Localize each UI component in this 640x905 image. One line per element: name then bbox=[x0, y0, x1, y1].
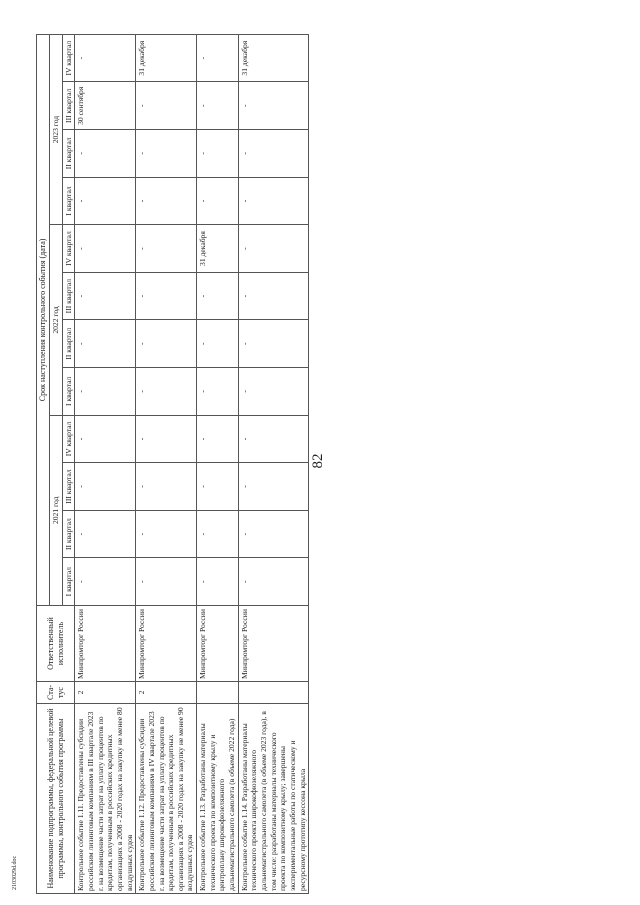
date-cell: - bbox=[75, 320, 136, 368]
event-executor: Минпромторг России bbox=[238, 606, 308, 682]
header-quarter: II квартал bbox=[62, 320, 75, 368]
header-quarter: I квартал bbox=[62, 177, 75, 225]
header-year-2022: 2022 год bbox=[50, 225, 63, 415]
date-cell: - bbox=[238, 558, 308, 606]
date-cell: - bbox=[238, 82, 308, 130]
header-year-2023: 2023 год bbox=[50, 34, 63, 224]
date-cell: - bbox=[197, 177, 239, 225]
event-executor: Минпромторг России bbox=[136, 606, 197, 682]
page-number: 82 bbox=[310, 453, 326, 469]
header-quarter: I квартал bbox=[62, 558, 75, 606]
date-cell: - bbox=[238, 510, 308, 558]
date-cell: - bbox=[238, 415, 308, 463]
date-cell: - bbox=[75, 177, 136, 225]
header-name-column: Наименование подпрограммы, федеральной целевой программы, контрольного события программы bbox=[37, 704, 75, 894]
date-cell: - bbox=[238, 368, 308, 416]
date-cell: - bbox=[75, 558, 136, 606]
event-status bbox=[197, 682, 239, 704]
table-row bbox=[238, 34, 308, 893]
date-cell: - bbox=[75, 368, 136, 416]
control-events-table bbox=[36, 34, 309, 894]
table-row bbox=[75, 34, 136, 893]
date-cell: - bbox=[238, 272, 308, 320]
date-cell: - bbox=[197, 130, 239, 178]
date-cell: - bbox=[197, 510, 239, 558]
date-cell: - bbox=[136, 558, 197, 606]
date-cell: - bbox=[136, 320, 197, 368]
date-cell: - bbox=[238, 177, 308, 225]
date-cell: - bbox=[197, 463, 239, 511]
date-cell: - bbox=[197, 368, 239, 416]
date-cell: - bbox=[136, 225, 197, 273]
header-quarter: III квартал bbox=[62, 463, 75, 511]
event-status bbox=[238, 682, 308, 704]
table-row bbox=[197, 34, 239, 893]
event-status: 2 bbox=[136, 682, 197, 704]
event-name: Контрольное событие 1.11. Предоставлены субсидии российским лизинговым компаниям в III квартале 2023 г. на возмещение части затрат на уплату процентов по кредитам, полученным в российских кредитных организациях в 2008 - 2020 годах на закупку не менее 80 воздушных судов bbox=[75, 704, 136, 894]
header-executor-column: Ответственный исполнитель bbox=[37, 606, 75, 682]
header-quarter: II квартал bbox=[62, 510, 75, 558]
event-name: Контрольное событие 1.13. Разработаны материалы технического проекта по композитному крылу и центроплану широкофюзеляжного дальнемагистрального самолета (в объеме 2022 года) bbox=[197, 704, 239, 894]
date-cell: - bbox=[136, 130, 197, 178]
date-cell: 31 декабря bbox=[197, 225, 239, 273]
date-cell: - bbox=[197, 82, 239, 130]
event-name: Контрольное событие 1.14. Разработаны материалы технического проекта широкофюзеляжного дальнемагистрального самолета (в объеме 2023 года), в том числе: разработаны материалы технического проекта по композитному крылу; завершены экспериментальные работы по статическому и ресурсному прототипу кессона крыла bbox=[238, 704, 308, 894]
date-cell: - bbox=[238, 130, 308, 178]
date-cell: - bbox=[75, 34, 136, 82]
date-cell: - bbox=[197, 320, 239, 368]
event-name: Контрольное событие 1.12. Предоставлены субсидии российским лизинговым компаниям в IV квартале 2023 г. на возмещение части затрат на уплату процентов по кредитам, полученным в российских кредитных организациях в 2008 - 2020 годах на закупку не менее 90 воздушных судов bbox=[136, 704, 197, 894]
date-cell: - bbox=[75, 130, 136, 178]
date-cell: - bbox=[136, 368, 197, 416]
header-dates-column: Срок наступления контрольного события (дата) bbox=[37, 34, 50, 605]
event-executor: Минпромторг России bbox=[75, 606, 136, 682]
rotated-table-container bbox=[36, 34, 636, 894]
date-cell: - bbox=[136, 82, 197, 130]
event-executor: Минпромторг России bbox=[197, 606, 239, 682]
header-quarter: III квартал bbox=[62, 272, 75, 320]
event-status: 2 bbox=[75, 682, 136, 704]
header-quarter: III квартал bbox=[62, 82, 75, 130]
date-cell: - bbox=[136, 415, 197, 463]
date-cell: - bbox=[136, 463, 197, 511]
date-cell: - bbox=[75, 415, 136, 463]
date-cell: 30 сентября bbox=[75, 82, 136, 130]
date-cell: 31 декабря bbox=[238, 34, 308, 82]
table-row bbox=[136, 34, 197, 893]
date-cell: - bbox=[136, 510, 197, 558]
date-cell: - bbox=[136, 272, 197, 320]
header-quarter: IV квартал bbox=[62, 415, 75, 463]
date-cell: - bbox=[197, 558, 239, 606]
header-quarter: II квартал bbox=[62, 130, 75, 178]
header-quarter: I квартал bbox=[62, 368, 75, 416]
footer-filename: 2103029d.doc bbox=[12, 855, 18, 890]
header-quarter: IV квартал bbox=[62, 34, 75, 82]
date-cell: - bbox=[197, 34, 239, 82]
header-status-column: Ста-тус bbox=[37, 682, 75, 704]
date-cell: - bbox=[197, 415, 239, 463]
date-cell: - bbox=[197, 272, 239, 320]
date-cell: - bbox=[75, 510, 136, 558]
date-cell: - bbox=[75, 463, 136, 511]
date-cell: - bbox=[238, 225, 308, 273]
date-cell: - bbox=[238, 463, 308, 511]
date-cell: - bbox=[75, 272, 136, 320]
date-cell: - bbox=[136, 177, 197, 225]
date-cell: 31 декабря bbox=[136, 34, 197, 82]
date-cell: - bbox=[238, 320, 308, 368]
date-cell: - bbox=[75, 225, 136, 273]
header-year-2021: 2021 год bbox=[50, 415, 63, 605]
header-quarter: IV квартал bbox=[62, 225, 75, 273]
